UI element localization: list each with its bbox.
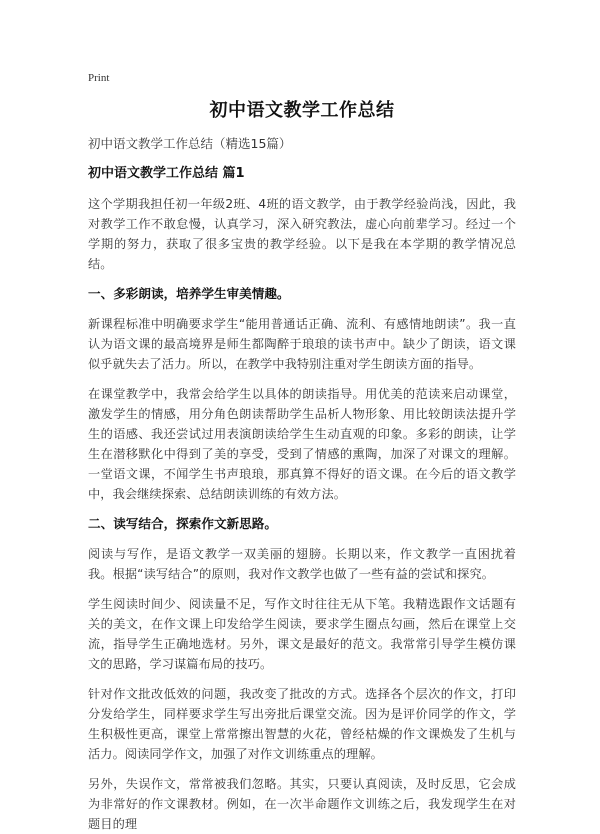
section-heading-1: 一、多彩朗读，培养学生审美情趣。 <box>88 286 290 301</box>
section-2-paragraph: 阅读与写作，是语文教学一双美丽的翅膀。长期以来，作文教学一直困扰着我。根据“读写结合”的原则，我对作文教学也做了一些有益的尝试和探究。 <box>88 547 516 581</box>
intro-paragraph: 这个学期我担任初一年级2班、4班的语文教学，由于教学经验尚浅，因此，我对教学工作不敢怠慢，认真学习，深入研究教法，虚心向前辈学习。经过一个学期的努力，获取了很多宝贵的教学经验。以下是我在本学期的教学情况总结。 <box>88 197 516 271</box>
section-1-paragraph: 新课程标准中明确要求学生“能用普通话正确、流利、有感情地朗读”。我一直认为语文课的最高境界是师生都陶醉于琅琅的读书声中。缺少了朗读，语文课似乎就失去了活力。所以，在教学中我特别注重对学生朗读方面的指导。 <box>88 317 516 371</box>
section-2-paragraph: 针对作文批改低效的问题，我改变了批改的方式。选择各个层次的作文，打印分发给学生，同样要求学生写出旁批后课堂交流。因为是评价同学的作文，学生积极性更高，课堂上常常擦出智慧的火花，曾经枯燥的作文课焕发了生机与活力。阅读同学作文，加强了对作文训练重点的理解。 <box>88 687 516 761</box>
document-title: 初中语文教学工作总结 <box>209 100 395 121</box>
article-heading: 初中语文教学工作总结 篇1 <box>88 166 245 181</box>
section-heading-2: 二、读写结合，探索作文新思路。 <box>88 516 277 531</box>
print-label: Print <box>88 72 110 84</box>
section-2-paragraph: 另外，失误作文，常常被我们忽略。其实，只要认真阅读，及时反思，它会成为非常好的作文课教材。例如，在一次半命题作文训练之后，我发现学生在对题目的理 <box>88 777 516 831</box>
document-page <box>88 70 516 834</box>
section-2-paragraph: 学生阅读时间少、阅读量不足，写作文时往往无从下笔。我精选跟作文话题有关的美文，在作文课上印发给学生阅读，要求学生圈点勾画，然后在课堂上交流，指导学生正确地选材。另外，课文是最好的范文。我常常引导学生模仿课文的思路，学习谋篇布局的技巧。 <box>88 597 516 671</box>
document-subtitle: 初中语文教学工作总结（精选15篇） <box>88 136 292 151</box>
section-1-paragraph: 在课堂教学中，我常会给学生以具体的朗读指导。用优美的范读来启动课堂，激发学生的情感，用分角色朗读帮助学生品析人物形象、用比较朗读法提升学生的语感、我还尝试过用表演朗读给学生生动直观的印象。多彩的朗读，让学生在潜移默化中得到了美的享受，受到了情感的熏陶，加深了对课文的理解。一堂语文课，不闻学生书声琅琅，那真算不得好的语文课。在今后的语文教学中，我会继续探索、总结朗读训练的有效方法。 <box>88 387 516 501</box>
